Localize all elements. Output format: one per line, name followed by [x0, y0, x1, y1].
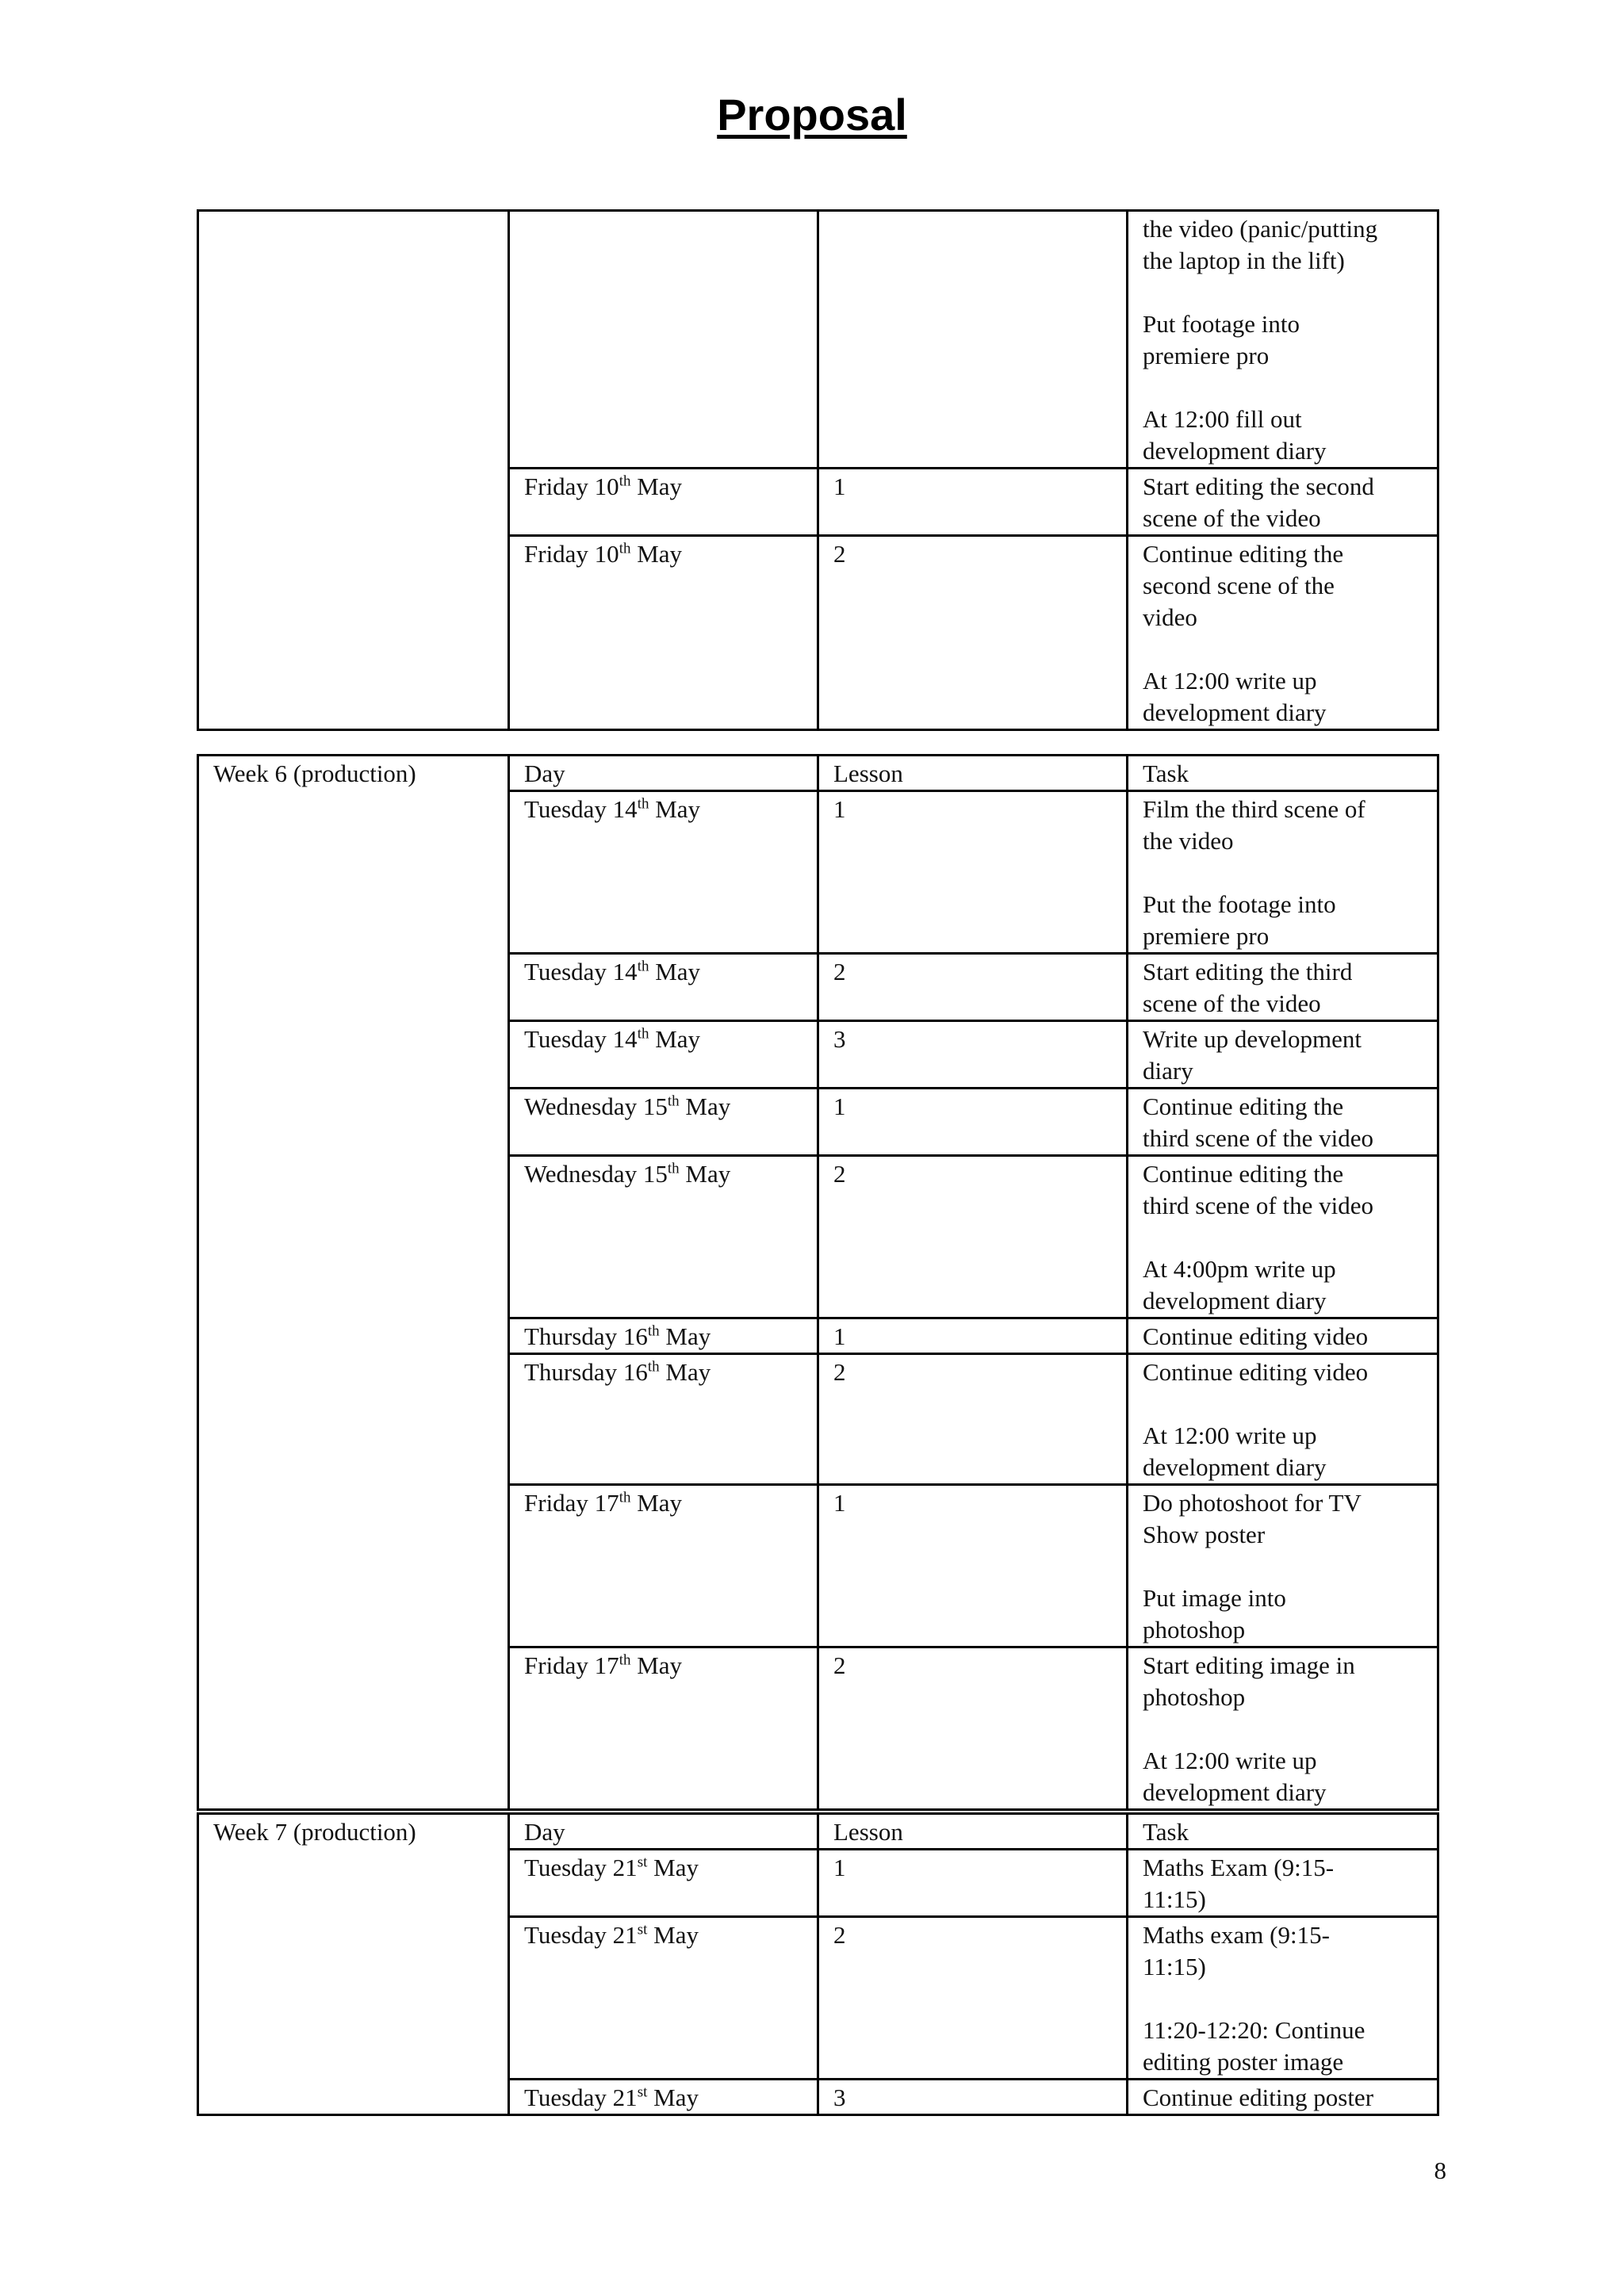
- lesson-cell: 2: [818, 1354, 1128, 1485]
- lesson-cell: 1: [818, 469, 1128, 536]
- day-month: May: [649, 958, 701, 985]
- day-ordinal-suffix: st: [637, 1921, 648, 1938]
- day-cell: [509, 1156, 818, 1318]
- day-text: Friday 10: [524, 540, 619, 568]
- week-cell: [198, 211, 509, 730]
- task-paragraph: Put the footage into premiere pro: [1143, 890, 1336, 950]
- task-cell: [1128, 1485, 1438, 1647]
- lesson-cell: 3: [818, 2080, 1128, 2115]
- day-month: May: [679, 1160, 731, 1188]
- task-paragraph: Maths exam (9:15- 11:15): [1143, 1921, 1330, 1980]
- day-cell: [509, 1021, 818, 1089]
- week-cell: Week 6 (production): [198, 756, 509, 1810]
- day-cell: [509, 1354, 818, 1485]
- day-text: Tuesday 14: [524, 795, 638, 823]
- day-text: Thursday 16: [524, 1322, 648, 1350]
- task-paragraph: Write up development diary: [1143, 1025, 1362, 1085]
- page-number: 8: [1434, 2156, 1446, 2184]
- lesson-cell: 3: [818, 1021, 1128, 1089]
- day-month: May: [649, 1025, 701, 1053]
- day-cell: [509, 1485, 818, 1647]
- task-paragraph: Continue editing the third scene of the video: [1143, 1093, 1373, 1152]
- schedule-table-week-6: [197, 754, 1439, 1811]
- task-cell: [1128, 1917, 1438, 2080]
- day-month: May: [679, 1093, 731, 1120]
- day-cell: [509, 791, 818, 954]
- week-cell: Week 7 (production): [198, 1814, 509, 2115]
- lesson-cell: [818, 211, 1128, 469]
- header-lesson: Lesson: [818, 756, 1128, 791]
- day-text: Friday 17: [524, 1489, 619, 1517]
- day-cell: [509, 954, 818, 1021]
- task-paragraph: Start editing the second scene of the video: [1143, 473, 1374, 532]
- task-cell: [1128, 2080, 1438, 2115]
- day-cell: [509, 1318, 818, 1354]
- day-text: Tuesday 21: [524, 2084, 638, 2111]
- day-ordinal-suffix: st: [637, 1854, 648, 1871]
- day-cell: [509, 469, 818, 536]
- task-cell: [1128, 954, 1438, 1021]
- task-paragraph: Continue editing poster: [1143, 2084, 1374, 2111]
- day-text: Tuesday 14: [524, 1025, 638, 1053]
- day-text: Wednesday 15: [524, 1093, 668, 1120]
- task-paragraph: Start editing image in photoshop: [1143, 1651, 1355, 1711]
- day-text: Friday 10: [524, 473, 619, 500]
- day-cell: [509, 211, 818, 469]
- day-ordinal-suffix: th: [647, 1358, 660, 1376]
- schedule-table-continued: [197, 209, 1439, 731]
- task-paragraph: Maths Exam (9:15- 11:15): [1143, 1854, 1335, 1913]
- day-ordinal-suffix: th: [667, 1160, 680, 1177]
- day-month: May: [630, 540, 683, 568]
- lesson-cell: 2: [818, 954, 1128, 1021]
- task-paragraph: At 12:00 write up development diary: [1143, 667, 1327, 726]
- task-cell: [1128, 791, 1438, 954]
- task-cell: [1128, 1089, 1438, 1156]
- day-cell: [509, 1917, 818, 2080]
- day-month: May: [630, 473, 683, 500]
- task-paragraph: Start editing the third scene of the video: [1143, 958, 1353, 1017]
- day-ordinal-suffix: th: [637, 958, 649, 975]
- task-cell: [1128, 1647, 1438, 1810]
- table-row: [198, 211, 1438, 469]
- header-task: Task: [1128, 756, 1438, 791]
- day-month: May: [630, 1489, 683, 1517]
- day-cell: [509, 1089, 818, 1156]
- header-day: Day: [509, 1814, 818, 1850]
- day-ordinal-suffix: th: [619, 1651, 631, 1669]
- header-lesson: Lesson: [818, 1814, 1128, 1850]
- page-title: Proposal: [717, 90, 907, 140]
- day-text: Friday 17: [524, 1651, 619, 1679]
- day-ordinal-suffix: th: [667, 1093, 680, 1110]
- day-month: May: [647, 1854, 699, 1881]
- lesson-cell: 2: [818, 1647, 1128, 1810]
- day-text: Thursday 16: [524, 1358, 648, 1386]
- lesson-cell: 1: [818, 791, 1128, 954]
- task-paragraph: At 12:00 write up development diary: [1143, 1422, 1327, 1481]
- table-header-row: [198, 1814, 1438, 1850]
- task-paragraph: Continue editing video: [1143, 1358, 1369, 1386]
- task-cell: [1128, 469, 1438, 536]
- task-cell: [1128, 211, 1438, 469]
- task-paragraph: Put image into photoshop: [1143, 1584, 1286, 1644]
- day-text: Tuesday 21: [524, 1854, 638, 1881]
- day-month: May: [630, 1651, 683, 1679]
- lesson-cell: 1: [818, 1089, 1128, 1156]
- task-paragraph: 11:20-12:20: Continue editing poster image: [1143, 2016, 1365, 2076]
- day-ordinal-suffix: th: [619, 1489, 631, 1506]
- task-cell: [1128, 1021, 1438, 1089]
- day-month: May: [647, 1921, 699, 1949]
- task-paragraph: Film the third scene of the video: [1143, 795, 1365, 855]
- day-month: May: [649, 795, 701, 823]
- day-text: Tuesday 21: [524, 1921, 638, 1949]
- task-paragraph: Continue editing video: [1143, 1322, 1369, 1350]
- day-month: May: [647, 2084, 699, 2111]
- lesson-cell: 1: [818, 1850, 1128, 1917]
- day-text: Wednesday 15: [524, 1160, 668, 1188]
- day-ordinal-suffix: th: [647, 1322, 660, 1340]
- lesson-cell: 2: [818, 1156, 1128, 1318]
- task-cell: [1128, 1318, 1438, 1354]
- task-paragraph: At 12:00 write up development diary: [1143, 1747, 1327, 1806]
- task-paragraph: At 12:00 fill out development diary: [1143, 405, 1327, 465]
- day-ordinal-suffix: th: [637, 795, 649, 813]
- day-ordinal-suffix: th: [619, 540, 631, 557]
- day-month: May: [659, 1322, 711, 1350]
- header-task: Task: [1128, 1814, 1438, 1850]
- task-paragraph: Continue editing the third scene of the video: [1143, 1160, 1373, 1219]
- task-paragraph: Put footage into premiere pro: [1143, 310, 1300, 369]
- task-paragraph: Continue editing the second scene of the video: [1143, 540, 1344, 631]
- day-month: May: [659, 1358, 711, 1386]
- lesson-cell: 1: [818, 1318, 1128, 1354]
- day-text: Tuesday 14: [524, 958, 638, 985]
- task-paragraph: At 4:00pm write up development diary: [1143, 1255, 1336, 1314]
- task-cell: [1128, 536, 1438, 730]
- lesson-cell: 1: [818, 1485, 1128, 1647]
- day-cell: [509, 536, 818, 730]
- table-header-row: [198, 756, 1438, 791]
- day-cell: [509, 2080, 818, 2115]
- task-cell: [1128, 1354, 1438, 1485]
- day-ordinal-suffix: st: [637, 2084, 648, 2101]
- header-day: Day: [509, 756, 818, 791]
- lesson-cell: 2: [818, 1917, 1128, 2080]
- task-paragraph: the video (panic/putting the laptop in the lift): [1143, 215, 1378, 274]
- day-cell: [509, 1850, 818, 1917]
- day-ordinal-suffix: th: [619, 473, 631, 490]
- task-cell: [1128, 1156, 1438, 1318]
- lesson-cell: 2: [818, 536, 1128, 730]
- task-paragraph: Do photoshoot for TV Show poster: [1143, 1489, 1362, 1548]
- task-cell: [1128, 1850, 1438, 1917]
- day-cell: [509, 1647, 818, 1810]
- schedule-table-week-7: [197, 1812, 1439, 2116]
- day-ordinal-suffix: th: [637, 1025, 649, 1043]
